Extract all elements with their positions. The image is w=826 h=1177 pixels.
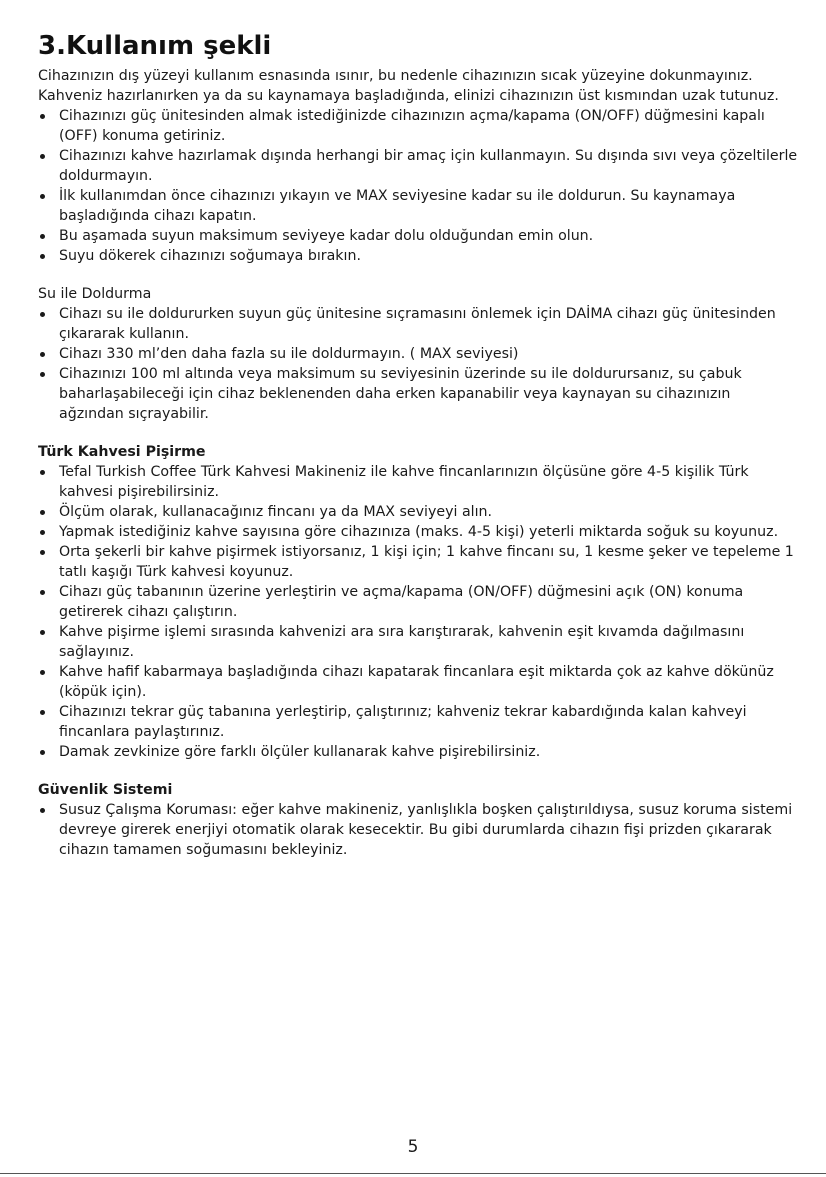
list-item: Bu aşamada suyun maksimum seviyeye kadar dolu olduğundan emin olun.	[38, 226, 798, 246]
list-item: Tefal Turkish Coffee Türk Kahvesi Makineniz ile kahve fincanlarınızın ölçüsüne göre 4-5 kişilik Türk kahvesi pişirebilirsiniz.	[38, 462, 798, 502]
list-item: Kahve pişirme işlemi sırasında kahvenizi ara sıra karıştırarak, kahvenin eşit kıvamda dağılmasını sağlayınız.	[38, 622, 798, 662]
list-item: Cihazınızı güç ünitesinden almak istediğinizde cihazınızın açma/kapama (ON/OFF) düğmesini kapalı (OFF) konuma getiriniz.	[38, 106, 798, 146]
page-title: 3.Kullanım şekli	[38, 31, 272, 61]
brew-list	[38, 462, 798, 762]
list-item: Cihazınızı kahve hazırlamak dışında herhangi bir amaç için kullanmayın. Su dışında sıvı veya çözeltilerle doldurmayın.	[38, 146, 798, 186]
fill-list	[38, 304, 798, 424]
list-item: Suyu dökerek cihazınızı soğumaya bırakın.	[38, 246, 798, 266]
safety-section	[38, 780, 798, 860]
fill-section-title: Su ile Doldurma	[38, 286, 152, 302]
list-item: Ölçüm olarak, kullanacağınız fincanı ya da MAX seviyeyi alın.	[38, 502, 798, 522]
list-item: Cihazı su ile doldururken suyun güç ünitesine sıçramasını önlemek için DAİMA cihazı güç ünitesinden çıkararak kullanın.	[38, 304, 798, 344]
document-page	[38, 30, 798, 860]
list-item: Susuz Çalışma Koruması: eğer kahve makineniz, yanlışlıkla boşken çalıştırıldıysa, susuz koruma sistemi devreye girerek enerjiyi otomatik olarak kesecektir. Bu gibi durumlarda cihazın fişi prizden çıkararak cihazın tamamen soğumasını bekleyiniz.	[38, 800, 798, 860]
safety-section-title: Güvenlik Sistemi	[38, 782, 173, 798]
list-item: Cihazınızı 100 ml altında veya maksimum su seviyesinin üzerinde su ile doldurursanız, su çabuk baharlaşabileceği için cihaz beklenenden daha erken kapanabilir veya kaynayan su cihazınızın ağzından sıçrayabilir.	[38, 364, 798, 424]
brew-section-title: Türk Kahvesi Pişirme	[38, 444, 206, 460]
bottom-divider	[0, 1173, 826, 1174]
fill-section	[38, 284, 798, 424]
intro-paragraph: Cihazınızın dış yüzeyi kullanım esnasında ısınır, bu nedenle cihazınızın sıcak yüzeyine dokunmayınız. Kahveniz hazırlanırken ya da su kaynamaya başladığında, elinizi cihazınızın üst kısmından uzak tutunuz.	[38, 68, 779, 104]
safety-list	[38, 800, 798, 860]
list-item: Kahve hafif kabarmaya başladığında cihazı kapatarak fincanlara eşit miktarda çok az kahve dökünüz (köpük için).	[38, 662, 798, 702]
list-item: Cihazınızı tekrar güç tabanına yerleştirip, çalıştırınız; kahveniz tekrar kabardığında kalan kahveyi fincanlara paylaştırınız.	[38, 702, 798, 742]
list-item: Yapmak istediğiniz kahve sayısına göre cihazınıza (maks. 4-5 kişi) yeterli miktarda soğuk su koyunuz.	[38, 522, 798, 542]
intro-list	[38, 106, 798, 266]
list-item: Cihazı 330 ml’den daha fazla su ile doldurmayın. ( MAX seviyesi)	[38, 344, 798, 364]
brew-section	[38, 442, 798, 762]
list-item: Damak zevkinize göre farklı ölçüler kullanarak kahve pişirebilirsiniz.	[38, 742, 798, 762]
list-item: İlk kullanımdan önce cihazınızı yıkayın ve MAX seviyesine kadar su ile doldurun. Su kaynamaya başladığında cihazı kapatın.	[38, 186, 798, 226]
list-item: Orta şekerli bir kahve pişirmek istiyorsanız, 1 kişi için; 1 kahve fincanı su, 1 kesme şeker ve tepeleme 1 tatlı kaşığı Türk kahvesi koyunuz.	[38, 542, 798, 582]
page-number: 5	[407, 1137, 419, 1157]
list-item: Cihazı güç tabanının üzerine yerleştirin ve açma/kapama (ON/OFF) düğmesini açık (ON) konuma getirerek cihazı çalıştırın.	[38, 582, 798, 622]
